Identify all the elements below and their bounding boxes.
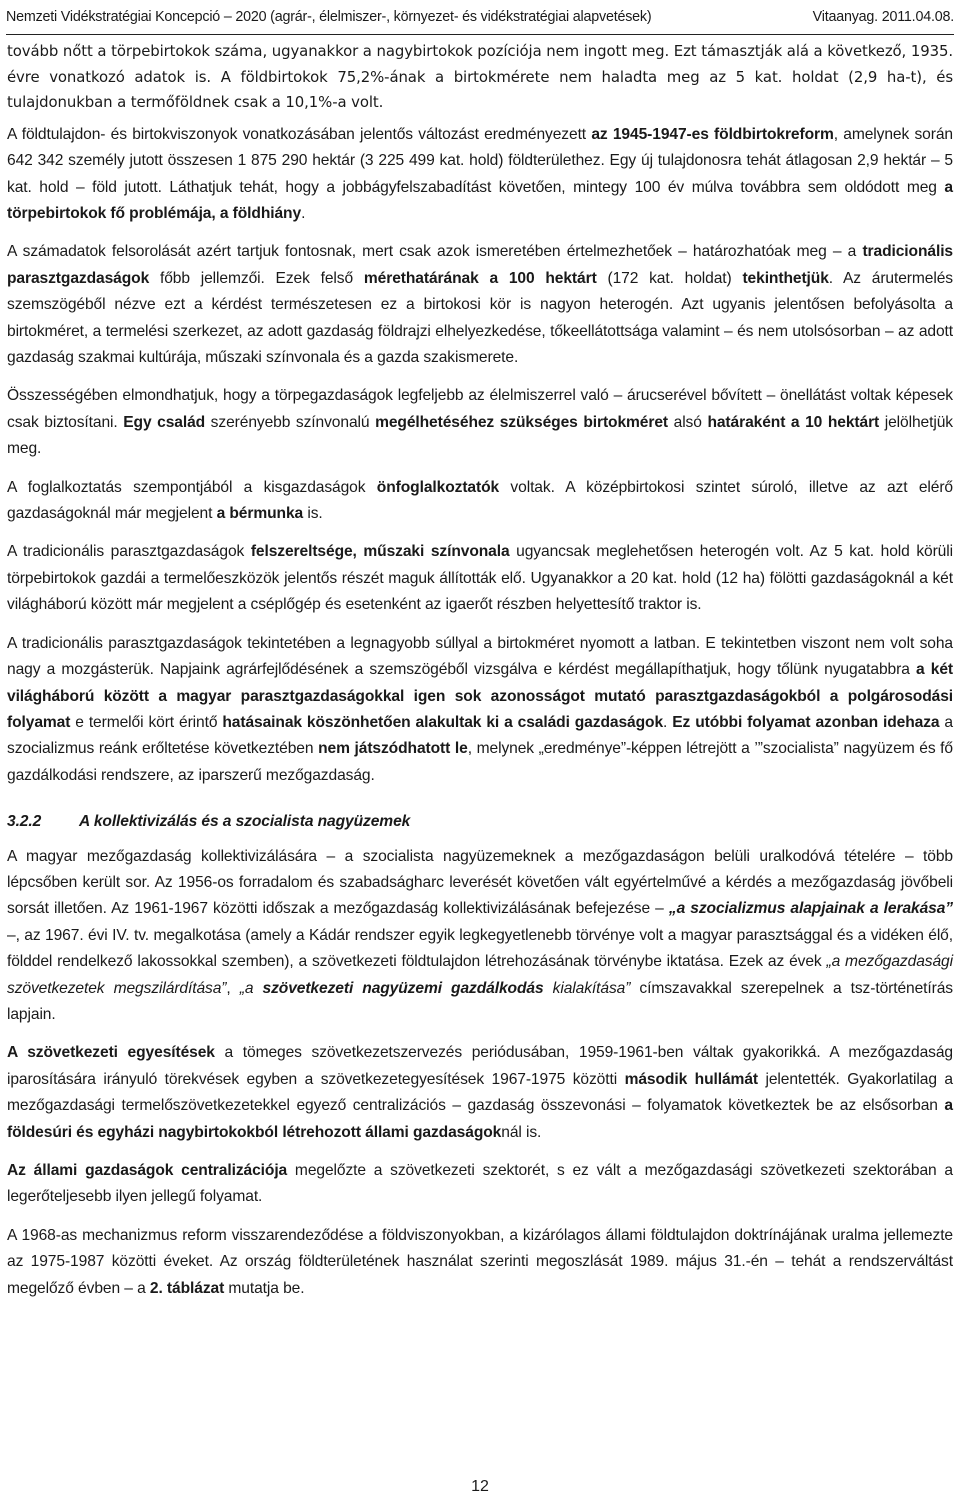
paragraph-3: A számadatok felsorolását azért tartjuk fontosnak, mert csak azok ismeretében értelmezhetőek – határozhatóak meg – a tradicionális parasztgazdaságok főbb jellemzői. Ezek felső mérethatárának a 100 hektárt (172 kat. holdat) tekinthetjük. Az árutermelés szemszögéből nézve ezt a kérdést természetesen ez a birtokosi kör is nagyon heterogén. Azt ugyanis jelentősen befolyásolta a birtokméret, a termelési szerkezet, az adott gazdaság földrajzi elhelyezkedése, tőkeellátottsága valamint – és nem utolsósorban – az adott gazdaság szakmai kultúrája, műszaki színvonala és a gazda szakismerete. — [7, 243, 953, 367]
paragraph-7: A tradicionális parasztgazdaságok tekintetében a legnagyobb súllyal a birtokméret nyomott a latban. E tekintetben viszont nem volt soha nagy a mozgásterük. Napjaink agrárfejlődésének a szemszögéből vizsgálva e kérdést megállapíthatjuk, hogy tőlünk nyugatabbra a két világháború között a magyar parasztgazdaságokkal igen sok azonosságot mutató parasztgazdaságokból a polgárosodási folyamat e termelői kört érintő hatásainak köszönhetően alakultak ki a családi gazdaságok. Ez utóbbi folyamat azonban idehaza a szocializmus reánk erőltetése következtében nem játszódhatott le, melynek „eredménye”-képpen létrejött a ’”szocialista” nagyüzem és fő gazdálkodási rendszere, az iparszerű mezőgazdaság. — [7, 634, 954, 784]
paragraph-6: A tradicionális parasztgazdaságok felszereltsége, műszaki színvonala ugyancsak meglehetősen heterogén volt. Az 5 kat. hold körüli törpebirtokok gazdái a termelőeszközök jelentős részét maguk állították elő. Ugyanakkor a 20 kat. hold (12 ha) fölötti gazdaságoknál a két világháború között már megjelent a cséplőgép és esetenként az igaerőt részben helyettesítő traktor is. — [7, 543, 953, 614]
section-number: 3.2.2 — [7, 813, 42, 831]
header-title: Nemzeti Vidékstratégiai Koncepció – 2020 (agrár-, élelmiszer-, környezet- és vidékstratégiai alapvetések) — [6, 9, 652, 25]
page-header — [6, 0, 954, 35]
paragraph-8: A magyar mezőgazdaság kollektivizálására – a szocialista nagyüzemeknek a mezőgazdaságon belüli uralkodóvá tételére – több lépcsőben került sor. Az 1956-os forradalom és szabadságharc leverését követően vált egyértelművé a kérdés a mezőgazdaság jövőbeli sorsát illetően. Az 1961-1967 közötti időszak a mezőgazdaság kollektivizálásának befejezése – „a szocializmus alapjainak a lerakása” –, az 1967. évi IV. tv. megalkotása (amely a Kádár rendszer egyik legkegyetlenebb törvénye volt a magyar parasztsággal és a vidéken élő, földdel rendelkező lakossokkal szemben), a szövetkezeti földtulajdon létrehozásának törvénybe iktatása. Ezek az évek „a mezőgazdasági szövetkezetek megszilárdítása”, „a szövetkezeti nagyüzemi gazdálkodás kialakítása” címszavakkal szerepelnek a tsz-történetírás lapjain. — [7, 847, 954, 1023]
header-date: Vitaanyag. 2011.04.08. — [812, 9, 954, 25]
paragraph-5: A foglalkoztatás szempontjából a kisgazdaságok önfoglalkoztatók voltak. A középbirtokosi szintet súroló, illetve az azt elérő gazdaságoknál már megjelent a bérmunka is. — [7, 478, 953, 523]
page-number: 12 — [471, 1478, 489, 1495]
paragraph-2: A földtulajdon- és birtokviszonyok vonatkozásában jelentős változást eredményezett az 1945-1947-es földbirtokreform, amelynek során 642 342 személy jutott összesen 1 875 290 hektár (3 225 499 kat. hold) földterülethez. Egy új tulajdonosra tehát átlagosan 2,9 hektár – 5 kat. hold – föld jutott. Láthatjuk tehát, hogy a jobbágyfelszabadítást követően, mintegy 100 év múlva továbbra sem oldódott meg a törpebirtokok fő problémája, a földhiány. — [7, 125, 953, 222]
paragraph-1: tovább nőtt a törpebirtokok száma, ugyanakkor a nagybirtokok pozíciója nem ingott meg. Ezt támasztják alá a következő, 1935. évre vonatkozó adatok is. A földbirtokok 75,2%-ának a birtokmérete nem haladta meg az 5 kat. holdat (2,9 ha-t), és tulajdonukban a termőföldnek csak a 10,1%-a volt. — [7, 42, 953, 112]
section-heading — [7, 809, 953, 835]
document-body — [7, 39, 953, 1314]
paragraph-10: Az állami gazdaságok centralizációja megelőzte a szövetkezeti szektorét, s ez vált a mezőgazdasági szövetkezeti szektorában a legerőteljesebb ilyen jellegű folyamat. — [7, 1162, 953, 1206]
paragraph-4: Összességében elmondhatjuk, hogy a törpegazdaságok legfeljebb az élelmiszerrel való – árucserével bővített – önellátást voltak képesek csak biztosítani. Egy család szerényebb színvonalú megélhetéséhez szükséges birtokméret alsó határaként a 10 hektárt jelölhetjük meg. — [7, 387, 953, 458]
section-title: A kollektivizálás és a szocialista nagyüzemek — [79, 813, 411, 831]
paragraph-11: A 1968-as mechanizmus reform visszarendeződése a földviszonyokban, a kizárólagos állami földtulajdon doktrínájának uralma jellemezte az 1975-1987 közötti éveket. Az ország földterületének használat szerinti megoszlását 1989. május 31.-én – tehát a rendszerváltást megelőző évben – a 2. táblázat mutatja be. — [7, 1226, 953, 1297]
paragraph-9: A szövetkezeti egyesítések a tömeges szövetkezetszervezés periódusában, 1959-1961-ben váltak gyakorikká. A mezőgazdaság iparosítására irányuló törekvések egyben a szövetkezetegyesítések 1967-1975 közötti második hullámát jelentették. Gyakorlatilag a mezőgazdasági termelőszövetkezetekkel egyező centralizációs – gazdaság összevonási – folyamatok következtek be az elsősorban a földesúri és egyházi nagybirtokokból létrehozott állami gazdaságoknál is. — [7, 1044, 953, 1141]
